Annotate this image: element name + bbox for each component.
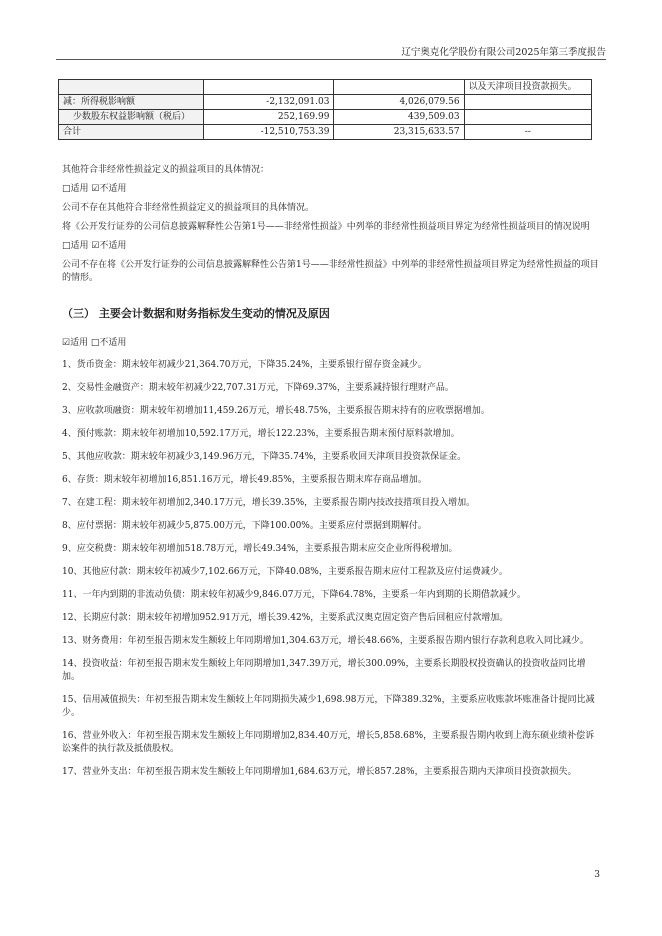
- list-item: 12、长期应付款：期末较年初增加952.91万元，增长39.42%，主要系武汉奥克固定资产售后回租应付款增加。: [62, 613, 509, 623]
- table-cell-label: 减：所得税影响额: [59, 95, 204, 110]
- paragraph: 将《公开发行证券的公司信息披露解释性公告第1号——非经常性损益》中列举的非经常性损益项目界定为经常性损益项目的情况说明: [62, 222, 590, 232]
- list-item: 6、存货：期末较年初增加16,851.16万元，增长49.85%，主要系报告期末库存商品增加。: [62, 475, 427, 485]
- header-divider: [56, 59, 606, 60]
- table-cell-value: [334, 80, 464, 95]
- list-item: 16、营业外收入：年初至报告期末发生额较上年同期增加2,834.40万元，增长5,858.68%，主要系报告期内收到上海东硕业绩补偿诉讼案件的执行款及抵债股权。: [62, 731, 595, 754]
- list-item: 9、应交税费：期末较年初增加518.78万元，增长49.34%，主要系报告期末应交企业所得税增加。: [62, 544, 458, 554]
- table-cell-value: [204, 80, 334, 95]
- page-content: [62, 164, 600, 789]
- list-item: 10、其他应付款：期末较年初减少7,102.66万元，下降40.08%，主要系报告期末应付工程款及应付运费减少。: [62, 567, 508, 577]
- table-cell-note: 以及天津项目投资款损失。: [464, 80, 591, 95]
- table-row: [59, 125, 592, 140]
- table-cell-note: --: [464, 125, 591, 140]
- list-item: 13、财务费用：年初至报告期末发生额较上年同期增加1,304.63万元，增长48.66%，主要系报告期内银行存款利息收入同比减少。: [62, 636, 589, 646]
- page-header: 辽宁奥克化学股份有限公司2025年第三季度报告: [401, 47, 606, 58]
- list-item: 14、投资收益：年初至报告期末发生额较上年同期增加1,347.39万元，增长300.09%，主要系长期股权投资确认的投资收益同比增加。: [62, 659, 586, 682]
- paragraph: 公司不存在其他符合非经常性损益定义的损益项目的具体情况。: [62, 203, 315, 213]
- table-row: [59, 95, 592, 110]
- page-number: 3: [594, 870, 600, 880]
- table-cell-value: 4,026,079.56: [334, 95, 464, 110]
- non-recurring-table: [58, 79, 592, 140]
- list-item: 5、其他应收款：期末较年初减少3,149.96万元，下降35.74%，主要系收回天津项目投资款保证金。: [62, 452, 467, 462]
- table-cell-value: -2,132,091.03: [204, 95, 334, 110]
- table-row: [59, 80, 592, 95]
- table-cell-label: [59, 80, 204, 95]
- applicability-check: ☑适用 □不适用: [62, 338, 127, 348]
- list-item: 7、在建工程：期末较年初增加2,340.17万元，增长39.35%，主要系报告期内技改技措项目投入增加。: [62, 498, 476, 508]
- list-item: 1、货币资金：期末较年初减少21,364.70万元，下降35.24%，主要系银行留存资金减少。: [62, 360, 427, 370]
- list-item: 11、一年内到期的非流动负债：期末较年初减少9,846.07万元，下降64.78%，主要系一年内到期的长期借款减少。: [62, 590, 526, 600]
- list-item: 8、应付票据：期末较年初减少5,875.00万元，下降100.00%。主要系应付票据到期解付。: [62, 521, 427, 531]
- section-title: （三） 主要会计数据和财务指标发生变动的情况及原因: [62, 307, 330, 320]
- table-cell-label: 合计: [59, 125, 204, 140]
- table-cell-value: 252,169.99: [204, 110, 334, 125]
- list-item: 15、信用减值损失：年初至报告期末发生额较上年同期损失减少1,698.98万元，下降389.32%，主要系应收账款坏账准备计提同比减少。: [62, 695, 595, 718]
- table-cell-note: [464, 110, 591, 125]
- table-cell-note: [464, 95, 591, 110]
- table-cell-value: 23,315,633.57: [334, 125, 464, 140]
- list-item: 17、营业外支出：年初至报告期末发生额较上年同期增加1,684.63万元，增长857.28%，主要系报告期内天津项目投资款损失。: [62, 767, 577, 777]
- paragraph: 其他符合非经常性损益定义的损益项目的具体情况：: [62, 165, 270, 175]
- change-list: [62, 359, 600, 779]
- table-cell-value: -12,510,753.39: [204, 125, 334, 140]
- applicability-check: □适用 ☑不适用: [62, 184, 127, 194]
- table-cell-value: 439,509.03: [334, 110, 464, 125]
- applicability-check: □适用 ☑不适用: [62, 241, 127, 251]
- table-cell-label: 少数股东权益影响额（税后）: [59, 110, 204, 125]
- list-item: 3、应收款项融资：期末较年初增加11,459.26万元，增长48.75%，主要系报告期末持有的应收票据增加。: [62, 406, 490, 416]
- list-item: 2、交易性金融资产：期末较年初减少22,707.31万元，下降69.37%，主要系减持银行理财产品。: [62, 383, 454, 393]
- paragraph: 公司不存在将《公开发行证券的公司信息披露解释性公告第1号——非经常性损益》中列举的非经常性损益项目界定为经常性损益的项目的情形。: [62, 260, 599, 283]
- list-item: 4、预付账款：期末较年初增加10,592.17万元，增长122.23%，主要系报告期末预付原料款增加。: [62, 429, 460, 439]
- table-row: [59, 110, 592, 125]
